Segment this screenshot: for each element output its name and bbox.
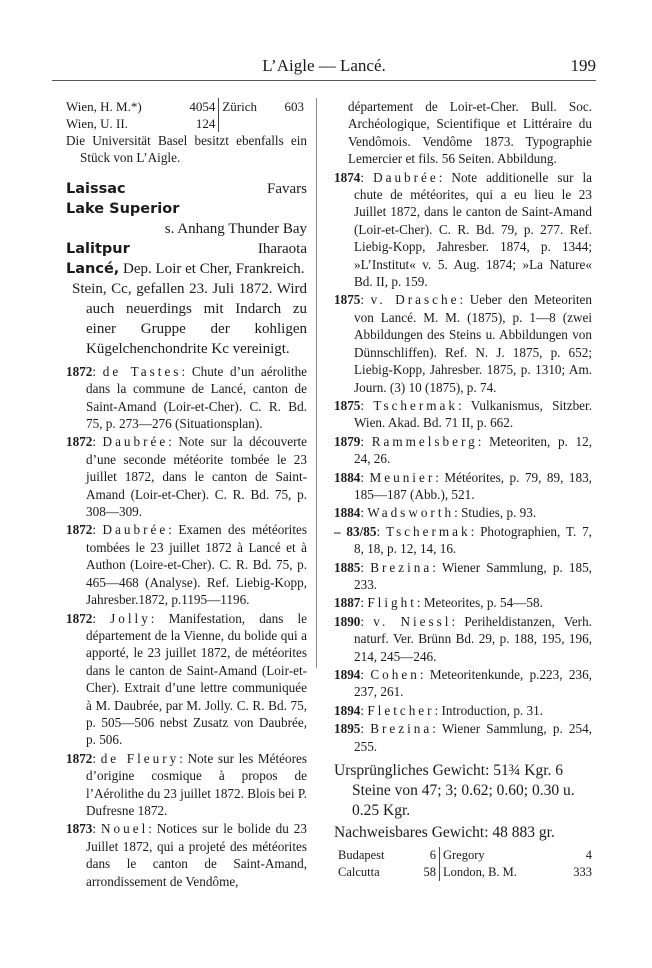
reference-entry: 1894: Cohen: Meteoritenkunde, p.223, 236, 237, 261. (334, 667, 592, 700)
entry-name: Laissac (66, 180, 126, 197)
ref-year: 1872 (66, 522, 93, 538)
verifiable-weight: Nachweisbares Gewicht: 48 883 gr. (334, 824, 555, 842)
reference-entry: 1875: v. Drasche: Ueber den Meteoriten von Lancé. M. M. (1875), p. 1—8 (zwei Abbildungen des Steins u. Abbildungen von Dünnschliffen). Ref. N. J. 1875, p. 652; Liebig-Kopp, Jahresber. 1875, p. 1310; Am. Journ. (3) 10 (1875), p. 74. (334, 292, 592, 395)
ref-author: Cohen (370, 667, 420, 682)
ref-year: – 83/85 (334, 523, 377, 539)
ref-text: Studies, p. 93. (461, 505, 537, 521)
ref-author: Meunier (369, 469, 436, 485)
right-column (334, 98, 592, 881)
collection-value: 58 (423, 865, 436, 880)
ref-author: Jolly (110, 610, 151, 626)
table-row (334, 864, 592, 881)
ref-year: 1872 (66, 750, 93, 766)
reference-entry: 1873: Nouel: Notices sur le bolide du 23 Juillet 1872, qui a projeté des météorites dans le canton de Saint-Amand, arrondissement de Vendôme, (66, 821, 307, 889)
laigle-collection-table (66, 98, 307, 132)
entry-heading (66, 179, 307, 199)
ref-year: 1884 (334, 505, 361, 521)
ref-author: Daubrée (373, 169, 439, 185)
lance-heading (66, 259, 307, 279)
ref-text: Periheldistanzen, Verh. naturf. Ver. Brünn Bd. 29, p. 188, 195, 196, 214, 245—246. (354, 613, 592, 664)
ref-author: Fletcher (367, 702, 435, 718)
collection-place (219, 115, 274, 132)
ref-year: 1894 (334, 667, 361, 682)
ref-year: 1872 (66, 363, 93, 379)
collection-place: Wien, U. II. (66, 116, 128, 131)
entry-heading (66, 239, 307, 259)
ref-year: 1879 (334, 433, 361, 449)
ref-author: Daubrée (102, 522, 169, 538)
ref-author: Tschermak (373, 397, 458, 413)
ref-text: Introduction, p. 31. (441, 702, 543, 718)
ref-text: Manifestation, dans le département de la Vienne, du bolide qui a apporté, le 23 juillet 1872, de météorites dans le canton de Saint-Amand (Loir-et-Cher). Extrait d’une lettre communiquée à M. Daubrée, par M. Jolly. C. R. Bd. 75, p. 505—506 nebst Zusatz von Daubrée, p. 506. (86, 610, 307, 748)
ref-year: 1895 (334, 721, 361, 737)
ref-author: de Tastes (102, 363, 182, 379)
reference-continuation: département de Loir-et-Cher. Bull. Soc. Archéologique, Scientifique et Littéraire du Vendômois. Vendôme 1873. Typographie Lemercier et fils. 56 Seiten. Abbildung. (348, 99, 592, 167)
entry-crossref-line: s. Anhang Thunder Bay (164, 220, 307, 237)
collection-place: Calcutta (338, 865, 380, 880)
collection-place: Gregory (439, 847, 562, 864)
ref-author: v. Niessl (373, 613, 452, 629)
collection-place: Zürich (219, 98, 274, 115)
reference-entry: 1884: Meunier: Météorites, p. 79, 89, 183, 185—187 (Abb.), 521. (334, 469, 592, 502)
ref-text: Wiener Sammlung, p. 185, 233. (354, 559, 592, 592)
ref-text: Notices sur le bolide du 23 Juillet 1872, qui a projeté des météorites dans le canton de Saint-Amand, arrondissement de Vendôme, (86, 821, 307, 889)
ref-text: Photographien, T. 7, 8, 18, p. 12, 14, 16. (354, 523, 592, 557)
reference-list (66, 363, 307, 890)
ref-text: Meteorites, p. 54—58. (423, 595, 543, 611)
table-row (334, 847, 592, 864)
column-divider (316, 98, 317, 668)
reference-entry: 1884: Wadsworth: Studies, p. 93. (334, 505, 537, 521)
ref-author: Wadsworth (367, 505, 455, 521)
laigle-note: Die Universität Basel besitzt ebenfalls ein Stück von L’Aigle. (66, 133, 307, 166)
ref-year: 1884 (334, 469, 361, 485)
ref-author: Tschermak (385, 523, 471, 539)
collection-value: 4 (585, 848, 592, 863)
ref-year: 1875 (334, 397, 361, 413)
table-row (66, 115, 307, 132)
collection-value (274, 115, 307, 132)
reference-entry: 1872: Jolly: Manifestation, dans le département de la Vienne, du bolide qui a apporté, le 23 juillet 1872, de météorites dans le canton de Saint-Amand (Loir-et-Cher). Extrait d’une lettre communiquée à M. Daubrée, par M. Jolly. C. R. Bd. 75, p. 505—506 nebst Zusatz von Daubrée, p. 506. (66, 610, 307, 748)
entry-crossref: Iharaota (257, 240, 307, 257)
reference-entry: 1890: v. Niessl: Periheldistanzen, Verh. naturf. Ver. Brünn Bd. 29, p. 188, 195, 196, 214, 245—246. (334, 613, 592, 664)
ref-text: Note additionelle sur la chute de météorites, qui a eu lieu le 23 Juillet 1872, dans le canton de Saint-Amand (Loir-et-Cher). C. R. Bd. 79, p. 277. Ref. Liebig-Kopp, Jahresber. 1874, p. 1344; »L’Institut« v. 5. Aug. 1874; »La Nature« Bd. II, p. 159. (354, 169, 592, 290)
ref-author: Brezina (370, 721, 433, 737)
running-title: L’Aigle — Lancé. (262, 56, 386, 75)
ref-year: 1872 (66, 434, 93, 450)
ref-year: 1872 (66, 610, 93, 626)
entry-crossref: Favars (267, 180, 307, 197)
ref-year: 1875 (334, 292, 361, 308)
collection-place: London, B. M. (439, 864, 562, 881)
ref-text: Meteoritenkunde, p.223, 236, 237, 261. (354, 667, 592, 700)
entry-name: Lalitpur (66, 240, 130, 257)
reference-entry: 1874: Daubrée: Note additionelle sur la chute de météorites, qui a eu lieu le 23 Juillet 1872, dans le canton de Saint-Amand (Loir-et-Cher). C. R. Bd. 79, p. 277. Ref. Liebig-Kopp, Jahresber. 1874, p. 1344; »L’Institut« v. 5. Aug. 1874; »La Nature« Bd. II, p. 159. (334, 169, 592, 290)
lance-collection-table (334, 847, 592, 881)
reference-entry: 1885: Brezina: Wiener Sammlung, p. 185, 233. (334, 559, 592, 592)
reference-entry: 1872: de Fleury: Note sur les Météores d’origine cosmique à propos de l’Aérolithe du 23 juillet 1872. Blois bei P. Dufresne 1872. (66, 750, 307, 818)
ref-author: v. Drasche (370, 292, 460, 308)
ref-author: Rammelsberg (371, 433, 478, 449)
reference-entry: 1887: Flight: Meteorites, p. 54—58. (334, 595, 543, 611)
left-column (66, 98, 307, 891)
ref-author: Nouel (101, 821, 149, 837)
reference-entry: 1872: de Tastes: Chute d’un aérolithe dans la commune de Lancé, canton de Saint-Amand (Loir-et-Cher). C. R. Bd. 75, p. 273—276 (Situationsplan). (66, 363, 308, 432)
ref-text: Meteoriten, p. 12, 24, 26. (354, 433, 593, 467)
ref-year: 1874 (334, 169, 361, 185)
ref-author: Daubrée (102, 434, 169, 450)
ref-year: 1887 (334, 595, 361, 611)
ref-author: de Fleury (100, 750, 180, 766)
lance-description: Stein, Cc, gefallen 23. Juli 1872. Wird auch neuerdings mit Indarch zu einer Gruppe der kohligen Kügelchenchondrite Kc vereinigt. (72, 280, 307, 357)
ref-year: 1885 (334, 559, 361, 575)
collection-value: 4054 (189, 99, 216, 114)
reference-entry: 1875: Tschermak: Vulkanismus, Sitzber. Wien. Akad. Bd. 71 II, p. 662. (334, 397, 592, 431)
ref-text: Note sur la découverte d’une seconde météorite tombée le 23 juillet 1872, dans le canton de Saint-Amand (Loir-et-Cher). C. R. Bd. 75, p. 308—309. (86, 434, 307, 520)
entry-name: Lancé, (66, 260, 120, 277)
ref-text: Note sur les Météores d’origine cosmique à propos de l’Aérolithe du 23 juillet 1872. Blois bei P. Dufresne 1872. (86, 750, 307, 818)
page-number: 199 (570, 56, 596, 75)
ref-text: Examen des météorites tombées le 23 juillet 1872 à Lancé et à Authon (Loire-et-Cher). C. R. Bd. 75, p. 465—468 (Analyse). Ref. Liebig-Kopp, Jahresber.1872, p.1195—1196. (86, 522, 307, 608)
ref-author: Flight (367, 595, 417, 611)
collection-value: 333 (573, 865, 592, 880)
ref-year: 1890 (334, 613, 361, 629)
collection-value: 124 (195, 116, 216, 131)
ref-year: 1894 (334, 702, 361, 718)
collection-place: Wien, H. M.*) (66, 99, 142, 114)
reference-entry: 1872: Daubrée: Examen des météorites tombées le 23 juillet 1872 à Lancé et à Authon (Loire-et-Cher). C. R. Bd. 75, p. 465—468 (Analyse). Ref. Liebig-Kopp, Jahresber.1872, p.1195—1196. (66, 522, 307, 608)
reference-entry: 1895: Brezina: Wiener Sammlung, p. 254, 255. (334, 721, 592, 754)
entry-location: Dep. Loir et Cher, Frankreich. (119, 260, 305, 277)
entry-name: Lake Superior (66, 200, 180, 217)
page-header (52, 52, 596, 81)
reference-entry: 1879: Rammelsberg: Meteoriten, p. 12, 24, 26. (334, 433, 593, 467)
ref-author: Brezina (370, 559, 433, 575)
table-row (66, 98, 307, 115)
ref-text: Météorites, p. 79, 89, 183, 185—187 (Abb.), 521. (354, 469, 592, 502)
ref-text: Vulkanismus, Sitzber. Wien. Akad. Bd. 71 II, p. 662. (354, 397, 592, 431)
entry-heading (66, 199, 307, 219)
original-weight: Ursprüngliches Gewicht: 51¾ Kgr. 6 Steine von 47; 3; 0.62; 0.60; 0.30 u. 0.25 Kgr. (334, 762, 575, 820)
reference-list (334, 169, 592, 755)
ref-text: Ueber den Meteoriten von Lancé. M. M. (1875), p. 1—8 (zwei Abbildungen des Steins u. Abbildungen von Dünnschliffen). Ref. N. J. 1875, p. 652; Liebig-Kopp, Jahresber. 1875, p. 1310; Am. Journ. (3) 10 (1875), p. 74. (354, 292, 592, 395)
ref-text: Wiener Sammlung, p. 254, 255. (354, 721, 592, 754)
ref-text: Chute d’un aérolithe dans la commune de Lancé, canton de Saint-Amand (Loir-et-Cher). C. R. Bd. 75, p. 273—276 (Situationsplan). (86, 363, 308, 432)
collection-place: Budapest (338, 848, 385, 863)
collection-value: 6 (429, 848, 436, 863)
ref-year: 1873 (66, 821, 93, 837)
reference-entry: – 83/85: Tschermak: Photographien, T. 7, 8, 18, p. 12, 14, 16. (334, 523, 592, 557)
reference-entry: 1872: Daubrée: Note sur la découverte d’une seconde météorite tombée le 23 juillet 1872, dans le canton de Saint-Amand (Loir-et-Cher). C. R. Bd. 75, p. 308—309. (66, 434, 307, 520)
reference-entry: 1894: Fletcher: Introduction, p. 31. (334, 702, 543, 718)
collection-value: 603 (284, 99, 304, 114)
